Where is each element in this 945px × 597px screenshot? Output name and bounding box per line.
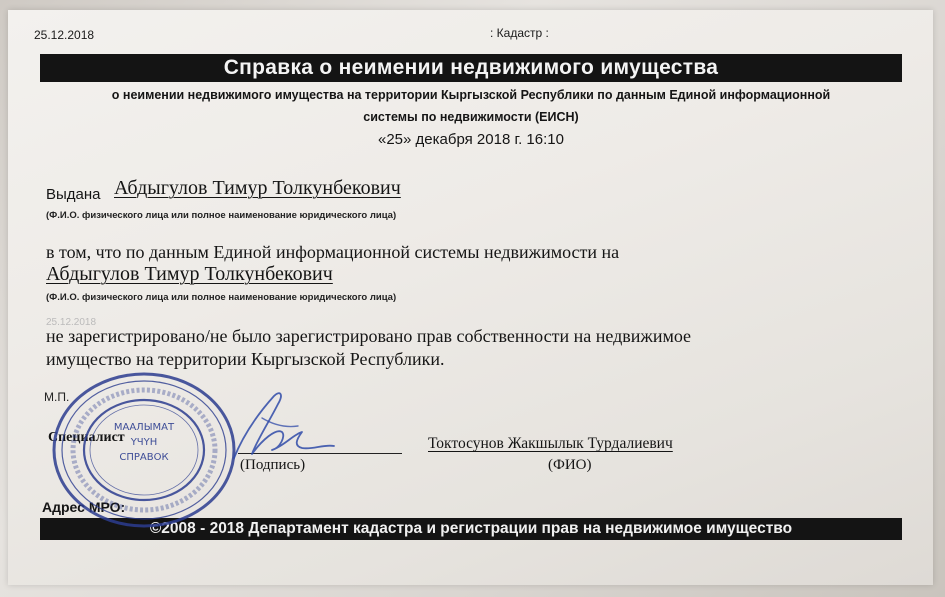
- stamp-text-2: ҮЧҮН: [130, 437, 158, 448]
- stamp-text-1: МААЛЫМАТ: [113, 422, 175, 433]
- result-statement: [46, 325, 846, 371]
- document-title: Справка о неимении недвижимого имущества: [40, 54, 902, 82]
- specialist-name: Токтосунов Жакшылык Турдалиевич: [428, 435, 673, 452]
- kadastr-label: : Кадастр :: [490, 26, 549, 40]
- ghost-date-imprint: 25.12.2018: [46, 317, 97, 328]
- subtitle-line-1: о неимении недвижимого имущества на территории Кыргызской Республики по данным Единой информационной: [111, 88, 831, 102]
- footer-copyright: ©2008 - 2018 Департамент кадастра и регистрации прав на недвижимое имущество: [40, 518, 902, 540]
- signature-icon: [222, 388, 342, 468]
- document-subtitle: [40, 84, 902, 128]
- owner-name: Абдыгулов Тимур Толкунбекович: [46, 263, 333, 285]
- issue-datetime: «25» декабря 2018 г. 16:10: [378, 131, 564, 148]
- address-label: Адрес МРО:: [42, 499, 126, 515]
- subtitle-line-2: системы по недвижимости (ЕИСН): [363, 110, 579, 124]
- result-line-1: не зарегистрировано/не было зарегистрировано прав собственности на недвижимое: [46, 326, 692, 346]
- result-line-2: имущество на территории Кыргызской Республики.: [46, 349, 445, 369]
- signature-caption: (Подпись): [240, 457, 306, 473]
- stamp-text-3: СПРАВОК: [119, 452, 169, 463]
- official-stamp-icon: [46, 368, 236, 528]
- issued-prefix: Выдана: [46, 186, 101, 203]
- print-date: 25.12.2018: [34, 28, 95, 42]
- mp-label: М.П.: [44, 390, 70, 404]
- issued-caption: (Ф.И.О. физического лица или полное наименование юридического лица): [46, 210, 397, 221]
- owner-caption: (Ф.И.О. физического лица или полное наименование юридического лица): [46, 292, 397, 303]
- fio-caption: (ФИО): [548, 457, 592, 473]
- issued-to-name: Абдыгулов Тимур Толкунбекович: [114, 177, 401, 199]
- specialist-label: Специалист: [48, 430, 125, 445]
- statement-line: в том, что по данным Единой информационной системы недвижимости на: [46, 242, 620, 262]
